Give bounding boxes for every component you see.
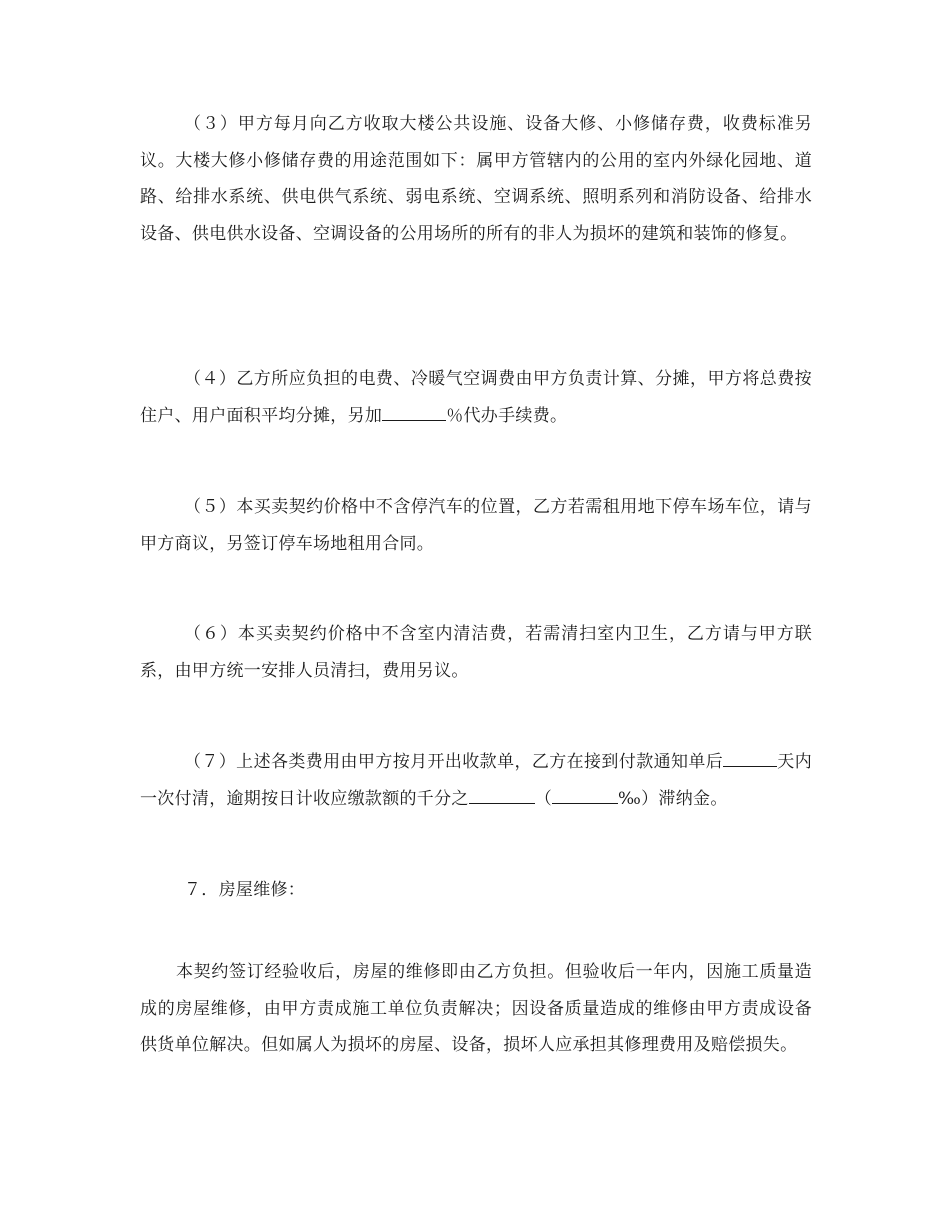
clause-5-text: （５）本买卖契约价格中不含停汽车的位置，乙方若需租用地下停车场车位，请与甲方商议，另签订停车场地租用合同。 [140,497,812,554]
maintenance-paragraph [140,954,812,1064]
clause-7-text-part4: ‰）滞纳金。 [618,788,728,809]
late-fee-rate-blank[interactable] [469,785,535,804]
clause-4-text-before: （４）乙方所应负担的电费、冷暖气空调费由甲方负责计算、分摊，甲方将总费按住户、用户面积平均分摊，另加 [140,369,812,426]
maintenance-text: 本契约签订经验收后，房屋的维修即由乙方负担。但验收后一年内，因施工质量造成的房屋维修，由甲方责成施工单位负责解决；因设备质量造成的维修由甲方责成设备供货单位解决。但如属人为损坏的房屋、设备，损坏人应承担其修理费用及赔偿损失。 [140,962,812,1055]
clause-4-paragraph [140,361,812,434]
clause-7-text-part3: （ [534,788,553,809]
late-fee-permille-blank[interactable] [552,785,618,804]
clause-5-paragraph [140,489,812,562]
clause-3-paragraph [140,106,812,252]
clause-7-text-part1: （７）上述各类费用由甲方按月开出收款单，乙方在接到付款通知单后 [184,752,724,772]
section-7-heading-text: ７．房屋维修： [184,880,306,900]
section-7-heading [140,872,812,909]
clause-4-text-after: ％代办手续费。 [446,405,568,426]
clause-6-text: （６）本买卖契约价格中不含室内清洁费，若需清扫室内卫生，乙方请与甲方联系，由甲方统一安排人员清扫，费用另议。 [140,624,812,681]
clause-7-paragraph [140,744,812,817]
payment-days-blank[interactable] [723,748,777,767]
clause-7-text-part2: 天内一次付清，逾期按日计收应缴款额的千分之 [140,752,812,809]
clause-6-paragraph [140,616,812,689]
clause-3-text: （３）甲方每月向乙方收取大楼公共设施、设备大修、小修储存费，收费标准另议。大楼大修小修储存费的用途范围如下：属甲方管辖内的公用的室内外绿化园地、道路、给排水系统、供电供气系统、弱电系统、空调系统、照明系列和消防设备、给排水设备、供电供水设备、空调设备的公用场所的所有的非人为损坏的建筑和装饰的修复。 [140,114,812,244]
fee-percent-blank[interactable] [382,402,446,421]
